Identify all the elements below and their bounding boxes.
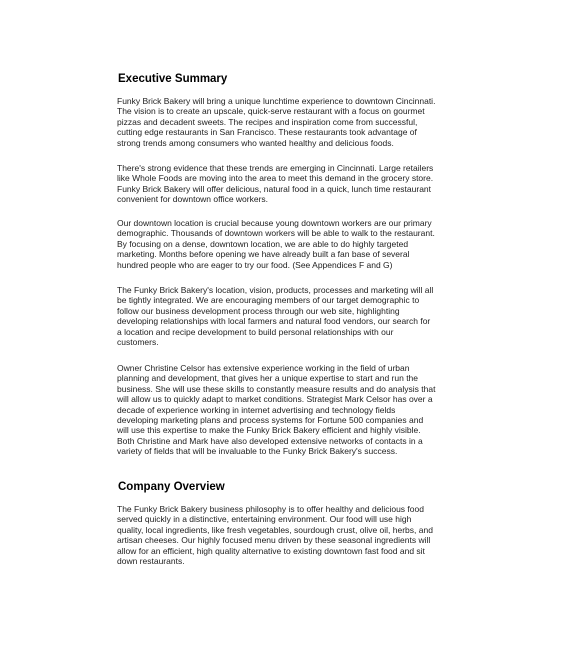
text-line: variety of fields that will be invaluable to the Funky Brick Bakery's success. <box>117 446 398 457</box>
text-line: served quickly in a distinctive, entertaining environment. Our food will use high <box>117 514 412 525</box>
executive-summary-paragraph-1 <box>117 96 469 148</box>
text-line: down restaurants. <box>117 556 185 567</box>
executive-summary-paragraph-5 <box>117 363 469 457</box>
text-line: developing relationships with local farmers and natural food vendors, our search for <box>117 316 431 327</box>
text-line: cutting edge restaurants in San Francisco. These restaurants took advantage of <box>117 127 417 138</box>
text-line: follow our business development process through our web site, highlighting <box>117 305 400 316</box>
text-line: a location and recipe development to build personal relationships with our <box>117 326 394 337</box>
text-line: hundred people who are eager to try our food. (See Appendices F and G) <box>117 259 393 270</box>
text-line: planning and development, that gives her a unique expertise to start and run the <box>117 373 419 384</box>
executive-summary-heading: Executive Summary <box>118 73 228 85</box>
text-line: strong trends among consumers who wanted healthy and delicious foods. <box>117 137 394 148</box>
text-line: will allow us to quickly adapt to market conditions. Strategist Mark Celsor has over a <box>117 394 433 405</box>
text-line: customers. <box>117 337 159 348</box>
text-line: The Funky Brick Bakery business philosophy is to offer healthy and delicious food <box>117 504 424 514</box>
text-line: marketing. Months before opening we have already built a fan base of several <box>117 249 410 260</box>
executive-summary-paragraph-2 <box>117 163 469 205</box>
text-line: The vision is to create an upscale, quick-serve restaurant with a focus on gourmet <box>117 106 425 117</box>
text-line: By focusing on a dense, downtown location, we are able to do highly targeted <box>117 238 409 249</box>
text-line: Funky Brick Bakery will bring a unique lunchtime experience to downtown Cincinnati. <box>117 96 436 106</box>
text-line: There's strong evidence that these trends are emerging in Cincinnati. Large retailers <box>117 163 434 173</box>
text-line: quality, local ingredients, like fresh vegetables, sourdough crust, olive oil, herbs, and <box>117 524 433 535</box>
executive-summary-paragraph-4 <box>117 285 469 347</box>
company-overview-heading: Company Overview <box>118 481 225 493</box>
text-line: decade of experience working in internet advertising and technology fields <box>117 404 396 415</box>
text-line: be tightly integrated. We are encouraging members of our target demographic to <box>117 295 420 306</box>
company-overview-paragraph-1 <box>117 504 469 566</box>
text-line: Our downtown location is crucial because young downtown workers are our primary <box>117 218 432 228</box>
text-line: Funky Brick Bakery will offer delicious, natural food in a quick, lunch time restaurant <box>117 183 432 194</box>
text-line: Both Christine and Mark have also developed extensive networks of contacts in a <box>117 435 423 446</box>
text-line: demographic. Thousands of downtown workers will be able to walk to the restaurant. <box>117 228 435 239</box>
text-line: The Funky Brick Bakery's location, vision, products, processes and marketing will all <box>117 285 434 295</box>
text-line: will use this expertise to make the Funky Brick Bakery efficient and highly visible. <box>117 425 421 436</box>
text-line: Owner Christine Celsor has extensive experience working in the field of urban <box>117 363 410 373</box>
text-line: pizzas and decadent sweets. The recipes and inspiration come from successful, <box>117 116 418 127</box>
text-line: business. She will use these skills to constantly measure results and do analysis that <box>117 383 436 394</box>
text-line: artisan cheeses. Our highly focused menu driven by these seasonal ingredients will <box>117 535 431 546</box>
text-line: developing marketing plans and process systems for Fortune 500 companies and <box>117 415 424 426</box>
text-line: allow for an efficient, high quality alternative to existing downtown fast food and sit <box>117 545 425 556</box>
text-line: like Whole Foods are moving into the area to meet this demand in the grocery store. <box>117 173 434 184</box>
text-line: convenient for downtown office workers. <box>117 194 269 205</box>
executive-summary-paragraph-3 <box>117 218 469 270</box>
